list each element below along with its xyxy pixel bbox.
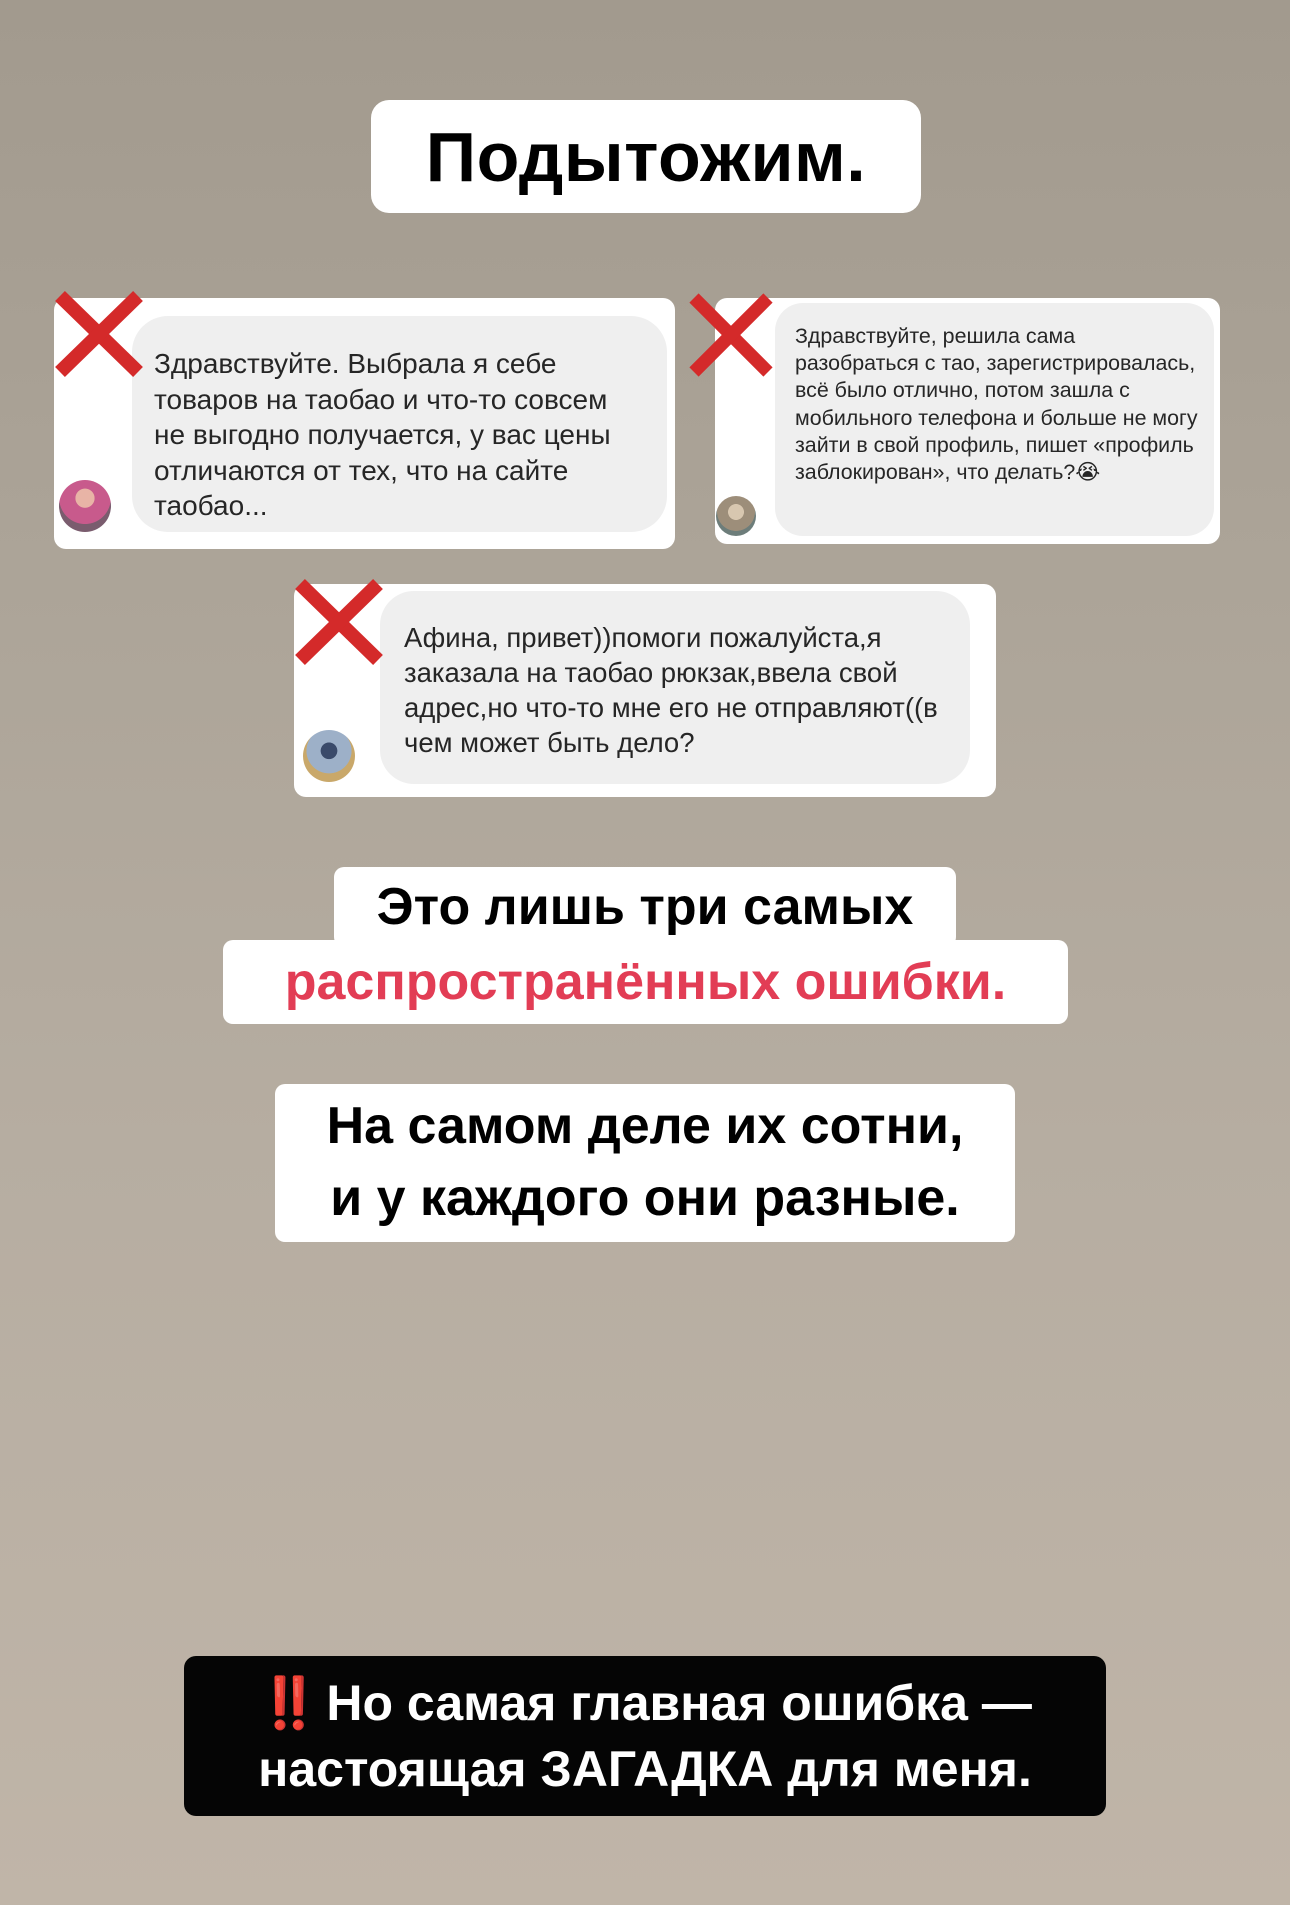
caption-2	[275, 1084, 1015, 1242]
x-mark-icon	[686, 290, 776, 380]
message-card-1	[54, 298, 675, 549]
x-mark-icon	[52, 288, 146, 380]
caption-1-line-2: распространённых ошибки.	[223, 940, 1068, 1024]
avatar-icon	[59, 480, 111, 532]
footer-line-1-text: Но самая главная ошибка —	[326, 1675, 1032, 1731]
footer-line-1	[258, 1670, 1032, 1736]
message-bubble-2: Здравствуйте, решила сама разобраться с тао, зарегистрировалась, всё было отлично, потом зашла с мобильного телефона и больше не могу зайти в свой профиль, пишет «профиль заблокирован», что делать?😭	[775, 303, 1214, 536]
story-title: Подытожим.	[371, 100, 921, 213]
message-bubble-3: Афина, привет))помоги пожалуйста,я заказала на таобао рюкзак,ввела свой адрес,но что-то мне его не отправляют((в чем может быть дело?	[380, 591, 970, 784]
avatar-icon	[716, 496, 756, 536]
footer-line-2: настоящая ЗАГАДКА для меня.	[258, 1741, 1032, 1797]
message-card-2	[715, 298, 1220, 544]
message-bubble-1: Здравствуйте. Выбрала я себе товаров на таобао и что-то совсем не выгодно получается, у вас цены отличаются от тех, что на сайте таобао...	[132, 316, 667, 532]
footer-callout	[184, 1656, 1106, 1816]
caption-2-line-2: и у каждого они разные.	[330, 1169, 960, 1227]
message-card-3	[294, 584, 996, 797]
avatar-icon	[303, 730, 355, 782]
double-exclamation-icon: ‼️	[258, 1675, 315, 1731]
caption-1-line-1: Это лишь три самых	[334, 867, 956, 947]
x-mark-icon	[292, 576, 386, 668]
caption-2-line-1: На самом деле их сотни,	[326, 1097, 964, 1156]
